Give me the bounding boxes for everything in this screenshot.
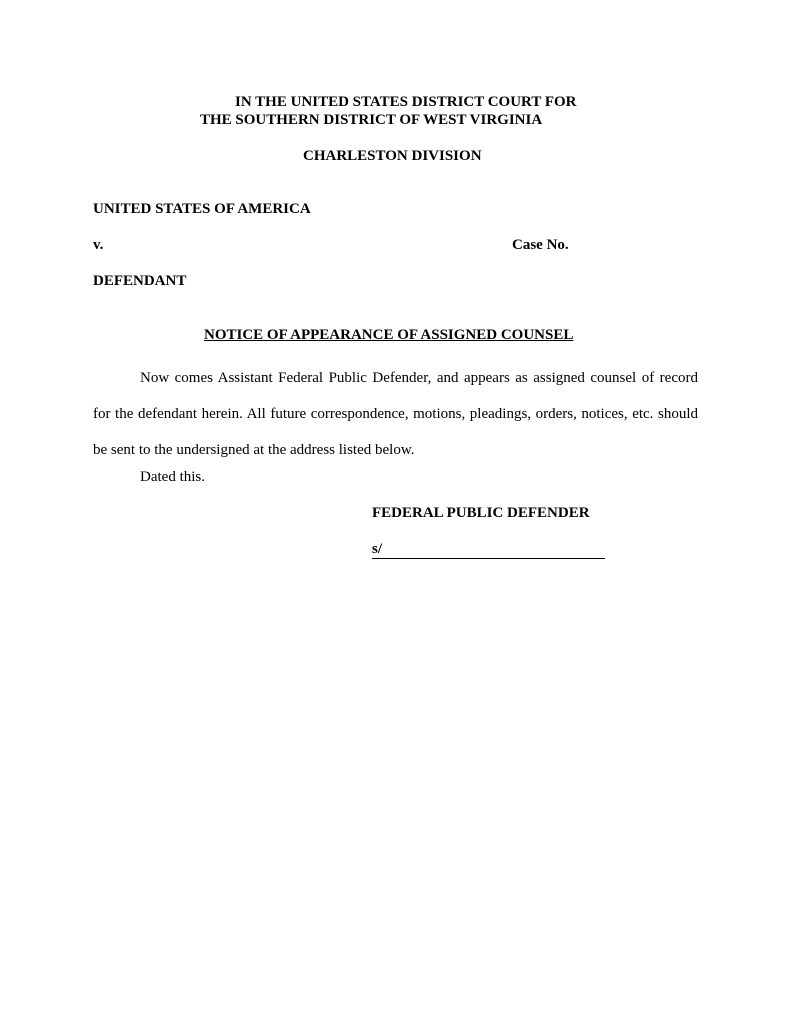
court-division: CHARLESTON DIVISION (303, 148, 482, 164)
defendant-name: DEFENDANT (93, 273, 187, 289)
body-paragraph: Now comes Assistant Federal Public Defender, and appears as assigned counsel of record for the defendant herein. All future correspondence, motions, pleadings, orders, notices, etc. should be sent to the undersigned at the address listed below. (93, 370, 698, 458)
dated-line: Dated this. (140, 469, 205, 485)
court-name-line-2: THE SOUTHERN DISTRICT OF WEST VIRGINIA (200, 112, 543, 128)
signature-prefix: s/ (372, 541, 383, 557)
plaintiff-name: UNITED STATES OF AMERICA (93, 201, 311, 217)
signature-line (372, 540, 605, 559)
versus-label: v. (93, 237, 104, 253)
case-number-label: Case No. (512, 237, 569, 253)
document-title: NOTICE OF APPEARANCE OF ASSIGNED COUNSEL (204, 327, 574, 343)
signer-organization: FEDERAL PUBLIC DEFENDER (372, 505, 590, 521)
court-name-line-1: IN THE UNITED STATES DISTRICT COURT FOR (235, 94, 577, 110)
